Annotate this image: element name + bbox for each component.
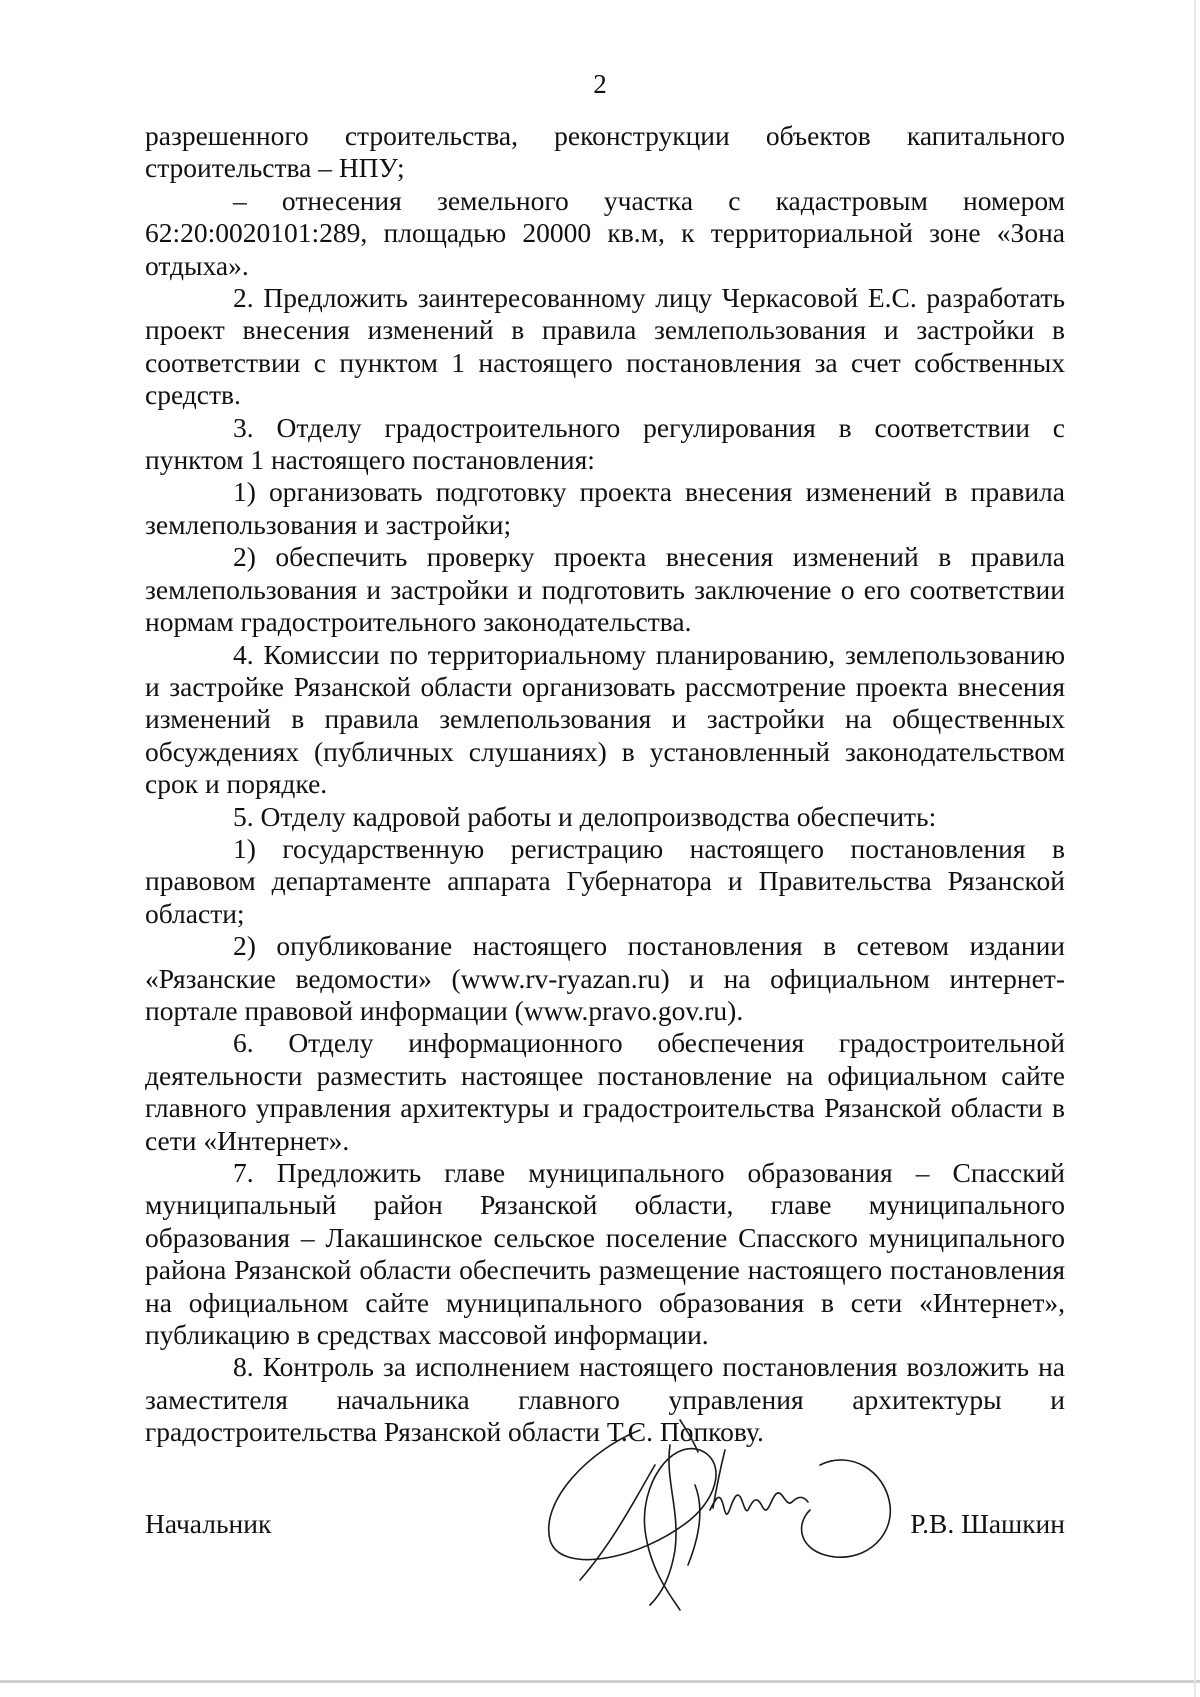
paragraph-item-4: 4. Комиссии по территориальному планированию, землепользованию и застройке Рязанской области организовать рассмотрение проекта внесения изменений в правила землепользования и застройки на общественных обсуждениях (публичных слушаниях) в установленный законодательством срок и порядке. <box>145 638 1065 800</box>
paragraph-item-8: 8. Контроль за исполнением настоящего постановления возложить на заместителя начальника главного управления архитектуры и градостроительства Рязанской области Т.С. Попкову. <box>145 1351 1065 1448</box>
signature-block <box>145 1508 1065 1548</box>
document-body <box>145 120 1065 1449</box>
paragraph-item-3: 3. Отделу градостроительного регулирования в соответствии с пунктом 1 настоящего постановления: <box>145 411 1065 476</box>
scan-edge-divider <box>0 1680 1200 1683</box>
handwritten-signature <box>520 1390 930 1620</box>
paragraph-item-5: 5. Отделу кадровой работы и делопроизводства обеспечить: <box>233 800 937 832</box>
signer-name: Р.В. Шашкин <box>910 1508 1065 1539</box>
paragraph-item-3-2: 2) обеспечить проверку проекта внесения изменений в правила землепользования и застройки и подготовить заключение о его соответствии нормам градостроительного законодательства. <box>145 541 1065 638</box>
paragraph-item-2: 2. Предложить заинтересованному лицу Черкасовой Е.С. разработать проект внесения изменений в правила землепользования и застройки в соответствии с пунктом 1 настоящего постановления за счет собственных средств. <box>145 282 1065 411</box>
paragraph-item-6: 6. Отделу информационного обеспечения градостроительной деятельности разместить настоящее постановление на официальном сайте главного управления архитектуры и градостроительства Рязанской области в сети «Интернет». <box>145 1027 1065 1156</box>
page-number: 2 <box>593 69 607 99</box>
paragraph-item-7: 7. Предложить главе муниципального образования – Спасский муниципальный район Рязанской области, главе муниципального образования – Лакашинское сельское поселение Спасского муниципального района Рязанской области обеспечить размещение настоящего постановления на официальном сайте муниципального образования в сети «Интернет», публикацию в средствах массовой информации. <box>145 1157 1065 1351</box>
paragraph-item-5-2: 2) опубликование настоящего постановления в сетевом издании «Рязанские ведомости» (www.rv-ryazan.ru) и на официальном интернет-портале правовой информации (www.pravo.gov.ru). <box>145 930 1065 1026</box>
paragraph-item-3-1: 1) организовать подготовку проекта внесения изменений в правила землепользования и застройки; <box>145 476 1065 540</box>
signer-position: Начальник <box>145 1508 272 1539</box>
paragraph-zone-assignment: – отнесения земельного участка с кадастровым номером 62:20:0020101:289, площадью 20000 кв.м, к территориальной зоне «Зона отдыха». <box>145 184 1065 281</box>
paragraph-npu-continuation: разрешенного строительства, реконструкции объектов капитального строительства – НПУ; <box>145 120 1065 184</box>
paragraph-item-5-1: 1) государственную регистрацию настоящего постановления в правовом департаменте аппарата Губернатора и Правительства Рязанской области; <box>145 832 1065 929</box>
scan-edge-right <box>1194 0 1196 1697</box>
